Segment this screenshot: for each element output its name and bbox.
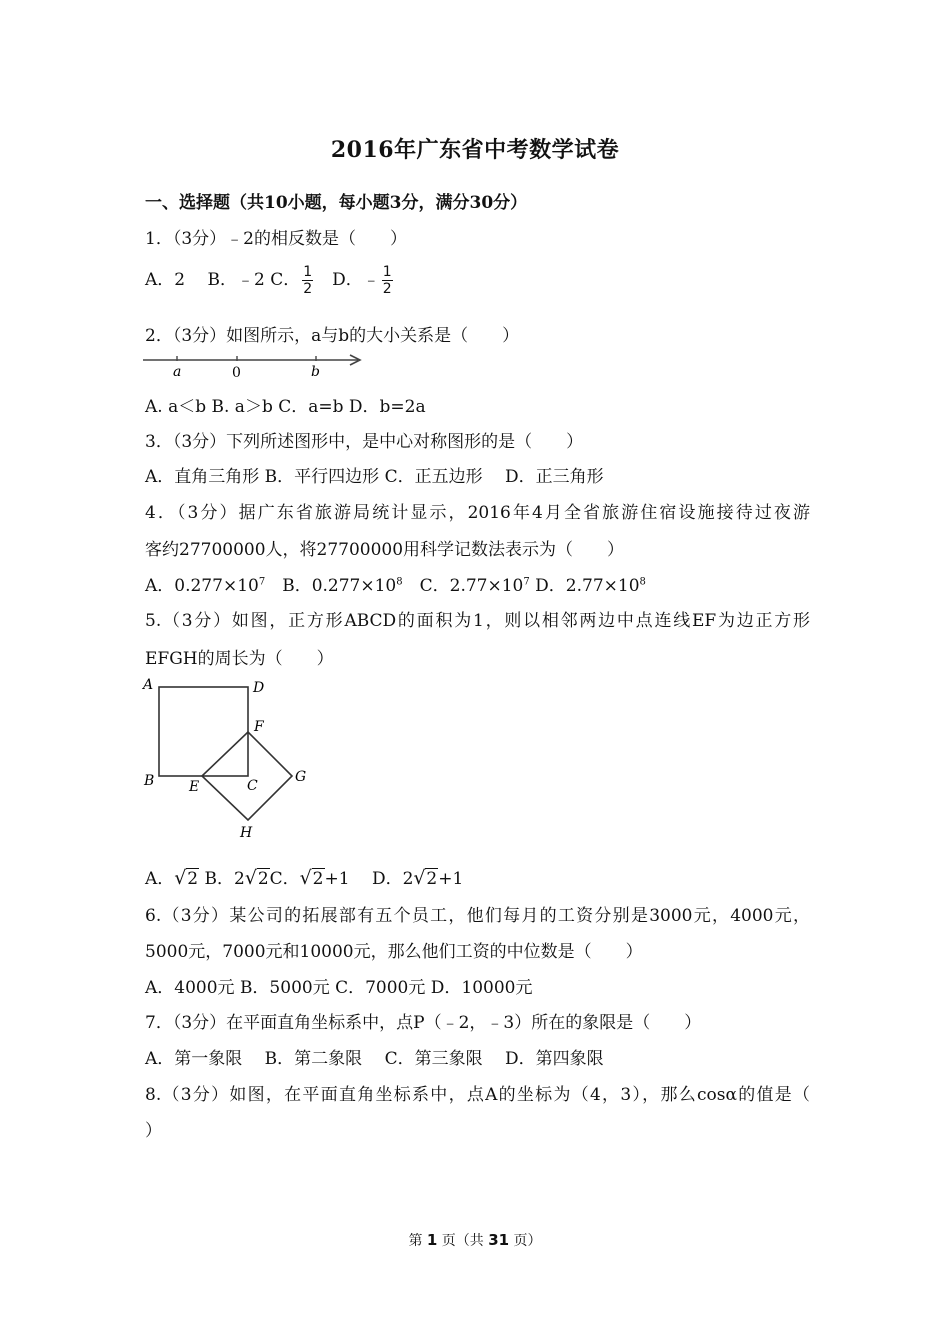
question-7-options: A．第一象限 B．第二象限 C．第三象限 D．第四象限	[145, 1049, 604, 1069]
question-6-stem-line1: 6.（3分）某公司的拓展部有五个员工，他们每月的工资分别是3000元，4000元，	[145, 906, 810, 926]
square-figure	[140, 675, 320, 845]
question-5-options: A． √ 2 B．2 √ 2C． √ 2+1 D．2 √ 2+1	[145, 867, 464, 889]
page-number: 1	[426, 1231, 438, 1249]
label-G: G	[295, 769, 307, 785]
sqrt-b: √ 2	[244, 867, 269, 889]
question-2-options: A. a＜b B. a＞b C．a=b D．b=2a	[145, 397, 426, 417]
question-5-stem-line2: EFGH的周长为（ ）	[145, 649, 334, 669]
label-D: D	[253, 680, 265, 696]
label-C: C	[247, 778, 258, 794]
label-A: A	[143, 677, 154, 693]
page-footer: 第 1 页（共 31 页）	[408, 1231, 542, 1249]
label-0: 0	[232, 365, 241, 380]
square-abcd	[159, 687, 248, 776]
question-1-stem: 1．（3分）﹣2的相反数是（ ）	[145, 229, 407, 249]
sqrt-a: √ 2	[174, 867, 199, 889]
q1-options-ab: A．2 B．﹣2 C．	[145, 270, 301, 290]
question-2-stem: 2．（3分）如图所示，a与b的大小关系是（ ）	[145, 326, 520, 346]
question-3-options: A．直角三角形 B．平行四边形 C．正五边形 D．正三角形	[145, 467, 604, 487]
sqrt-c: √ 2	[299, 867, 324, 889]
label-a: a	[173, 364, 182, 380]
q1-fraction-d: $\frac{1}{2}$	[382, 264, 392, 297]
question-4-options: A．$0.277\times 10^7$ B．$0.277\times 10^8$ C．$2.77\times 10^7$ D．$2.77\times 10^8$	[145, 576, 646, 596]
question-8-stem-line1: 8.（3分）如图，在平面直角坐标系中，点A的坐标为（4，3），那么cosα的值是（	[145, 1085, 810, 1105]
label-E: E	[189, 779, 200, 795]
label-H: H	[240, 825, 253, 841]
question-8-stem-line2: ）	[145, 1121, 162, 1141]
question-5-stem-line1: 5.（3分）如图，正方形ABCD的面积为1，则以相邻两边中点连线EF为边正方形	[145, 611, 810, 631]
label-b: b	[311, 364, 320, 380]
page-total: 31	[488, 1231, 510, 1249]
question-6-stem-line2: 5000元，7000元和10000元，那么他们工资的中位数是（ ）	[145, 942, 643, 962]
question-1-options	[145, 264, 395, 297]
label-B: B	[144, 773, 155, 789]
question-7-stem: 7．（3分）在平面直角坐标系中，点P（﹣2，﹣3）所在的象限是（ ）	[145, 1013, 702, 1033]
section-heading: 一、选择题（共10小题，每小题3分，满分30分）	[145, 193, 528, 213]
question-4-stem-line2: 客约27700000人，将27700000用科学记数法表示为（ ）	[145, 540, 625, 560]
exam-title: 2016年广东省中考数学试卷	[330, 137, 620, 163]
label-F: F	[254, 719, 264, 735]
q1-option-d: D．﹣	[315, 270, 380, 290]
number-line-figure	[140, 348, 370, 380]
sqrt-d: √ 2	[413, 867, 438, 889]
question-6-options: A．4000元 B．5000元 C．7000元 D．10000元	[145, 978, 533, 998]
q1-fraction-c: $\frac{1}{2}$	[303, 264, 313, 297]
question-4-stem-line1: 4．（3分）据广东省旅游局统计显示，2016年4月全省旅游住宿设施接待过夜游	[145, 503, 810, 523]
question-3-stem: 3．（3分）下列所述图形中，是中心对称图形的是（ ）	[145, 432, 584, 452]
